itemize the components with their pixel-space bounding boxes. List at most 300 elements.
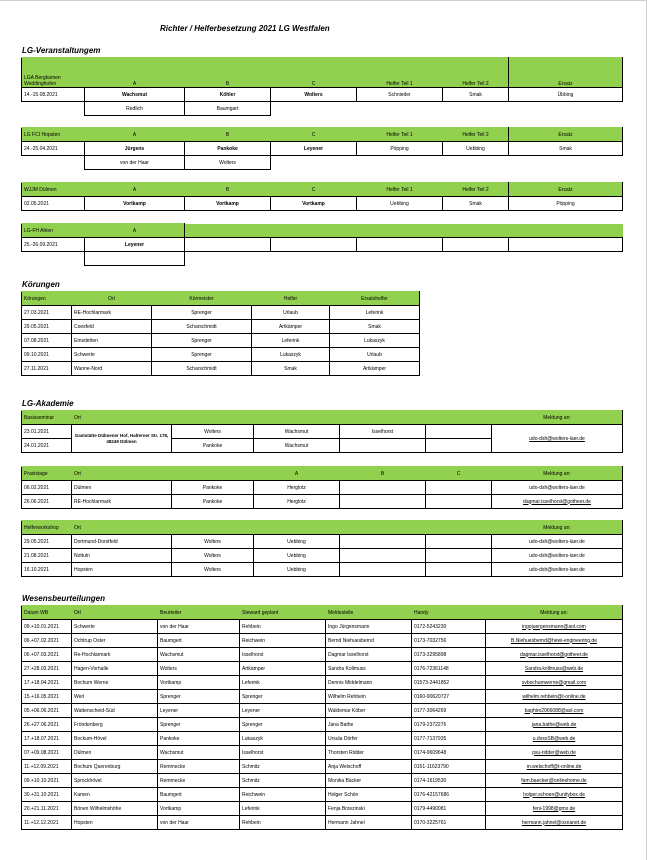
table-row <box>22 88 623 102</box>
heading-koerungen: Körungen <box>22 280 60 289</box>
header-cell: A <box>85 58 185 88</box>
header-cell <box>172 521 254 535</box>
cell-empty <box>426 549 492 563</box>
cell-registration: Dennis Middelmann <box>326 676 412 690</box>
cell-date: 06.02.2021 <box>22 481 72 495</box>
table-row <box>22 648 623 662</box>
cell-koermeister: Sprenger <box>152 306 252 320</box>
cell-date: 09.+10.10.2021 <box>22 774 72 788</box>
cell-location: Schwerte <box>72 348 152 362</box>
cell-phone: 0172-5243230 <box>412 620 486 634</box>
cell-empty <box>271 252 357 266</box>
header-cell: Meldung an: <box>492 411 623 425</box>
cell-registration: Hermann Jahnel <box>326 816 412 830</box>
table-row <box>22 620 623 634</box>
cell-location: Hopsten <box>72 563 172 577</box>
contact-email-link[interactable]: B.Niehuesbernd@hewi-engineering.de <box>486 634 623 648</box>
header-cell: A <box>85 128 185 142</box>
cell-phone: 0174-1619530 <box>412 774 486 788</box>
cell-date: 29.05.2021 <box>22 535 72 549</box>
table-header <box>22 467 623 481</box>
header-cell <box>172 467 254 481</box>
contact-email-link[interactable]: m.welschoff@t-online.de <box>486 760 623 774</box>
cell-date: 25.-26.09.2021 <box>22 238 85 252</box>
cell-location: Werl <box>72 690 158 704</box>
cell-judge-a: Leyener <box>85 238 185 252</box>
cell-registration: Ingo Jürgensmann <box>326 620 412 634</box>
header-cell: LG-FH Ahlen <box>22 224 85 238</box>
table-row <box>22 156 623 170</box>
cell-date: 21.08.2021 <box>22 549 72 563</box>
cell-phone: 0151-11623790 <box>412 760 486 774</box>
table-row <box>22 495 623 509</box>
header-cell: C <box>426 467 492 481</box>
header-cell: B <box>185 58 271 88</box>
cell-helper: Artkämper <box>252 320 330 334</box>
page-edge-top <box>0 0 647 1</box>
cell-date: 27.03.2021 <box>22 306 72 320</box>
cell-steward: Reichwein <box>240 634 326 648</box>
cell-registration: Wilhelm Rehbein <box>326 690 412 704</box>
cell-substitute: Artkämper <box>330 362 420 376</box>
cell-location: Nottuln <box>72 549 172 563</box>
contact-email-link[interactable]: u.dossSB@web.de <box>486 732 623 746</box>
cell-helper: Leferink <box>252 334 330 348</box>
cell-registration: Ursula Dörfer <box>326 732 412 746</box>
header-cell: C <box>271 128 357 142</box>
cell-judge: Vortkamp <box>158 802 240 816</box>
header-cell <box>340 521 426 535</box>
cell-lead: Pankoke <box>172 439 254 453</box>
cell-a: Wachsmut <box>254 425 340 439</box>
header-cell: Ort <box>72 606 158 620</box>
cell-location: Fröndenberg <box>72 718 158 732</box>
cell-steward: Leferink <box>240 676 326 690</box>
cell-c <box>426 481 492 495</box>
contact-email-link[interactable]: udo-dsh@wolters-laer.de <box>492 549 623 563</box>
cell-judge: Wachsmut <box>158 746 240 760</box>
cell-phone: 01573-2441852 <box>412 676 486 690</box>
cell-judge-a: Redlich <box>85 102 185 116</box>
cell-location: RE-Hochlarmark <box>72 306 152 320</box>
table-wjjm <box>21 182 623 211</box>
cell-substitute: Lukaszyk <box>330 334 420 348</box>
cell-date: 15.+16.05.2021 <box>22 690 72 704</box>
heading-akademie: LG-Akademie <box>22 399 74 408</box>
header-cell: Ort <box>72 521 172 535</box>
table-row <box>22 788 623 802</box>
header-cell: Ersatzhelfer <box>330 292 420 306</box>
header-cell: Helfer Teil 2 <box>443 128 509 142</box>
cell-location: Bönen Wilhelmshöhe <box>72 802 158 816</box>
document-title: Richter / Helferbesetzung 2021 LG Westfalen <box>160 24 330 33</box>
cell-empty <box>22 102 85 116</box>
contact-email-link[interactable]: udo-dsh@wolters-laer.de <box>492 563 623 577</box>
table-row <box>22 142 623 156</box>
header-cell: Basisseminar <box>22 411 72 425</box>
header-cell: Helfer Teil 2 <box>443 183 509 197</box>
cell-empty <box>185 238 271 252</box>
cell-phone: 0176-72361148 <box>412 662 486 676</box>
cell-empty <box>271 156 357 170</box>
table-row <box>22 549 623 563</box>
cell-empty <box>340 549 426 563</box>
cell-empty <box>22 252 85 266</box>
table-basisseminar <box>21 410 623 453</box>
table-bergkamen <box>21 57 623 116</box>
cell-location: Ochtrup Oster <box>72 634 158 648</box>
heading-veranstaltungen: LG-Veranstaltungem <box>22 46 101 55</box>
cell-c <box>426 425 492 439</box>
cell-koermeister: Scharschmidt <box>152 362 252 376</box>
cell-registration: Fenja Brzezinski <box>326 802 412 816</box>
cell-koermeister: Sprenger <box>152 334 252 348</box>
table-row <box>22 746 623 760</box>
cell-phone: 0174-9609648 <box>412 746 486 760</box>
header-cell: Ort <box>72 467 172 481</box>
table-header <box>22 224 623 238</box>
contact-email-link[interactable]: udo-dsh@wolters-laer.de <box>492 425 623 453</box>
table-header <box>22 411 623 425</box>
cell-c <box>426 439 492 453</box>
cell-phone: 0179-4490081 <box>412 802 486 816</box>
header-cell: Helfer Teil 1 <box>357 128 443 142</box>
cell-empty <box>509 224 623 238</box>
header-cell: Helferworkshop <box>22 521 72 535</box>
table-row <box>22 662 623 676</box>
header-cell: Meldung an: <box>492 521 623 535</box>
cell-c <box>426 495 492 509</box>
header-cell: Körmeister <box>152 292 252 306</box>
cell-location: Kamen <box>72 788 158 802</box>
cell-date: 14.-15.08.2021 <box>22 88 85 102</box>
cell-judge-a: von der Haar <box>85 156 185 170</box>
cell-date: 27.11.2021 <box>22 362 72 376</box>
cell-location: RE-Hochlarmark <box>72 495 172 509</box>
cell-a: Herglotz <box>254 481 340 495</box>
cell-location: Coesfeld <box>72 320 152 334</box>
cell-helper-2: Smak <box>443 88 509 102</box>
header-cell: Steward geplant <box>240 606 326 620</box>
cell-judge: von der Haar <box>158 620 240 634</box>
cell-registration: Waldemar Köber <box>326 704 412 718</box>
cell-registration: Anja Welschoff <box>326 760 412 774</box>
header-cell: Ersatz <box>509 128 623 142</box>
cell-substitute: Übbing <box>509 88 623 102</box>
cell-judge-b: Pankoke <box>185 142 271 156</box>
contact-email-link[interactable]: wilhelm.rehbein@t-online.de <box>486 690 623 704</box>
cell-phone: 0177-7137935 <box>412 732 486 746</box>
cell-empty <box>509 238 623 252</box>
contact-email-link[interactable]: ingojuergensmann@aol.com <box>486 620 623 634</box>
cell-date: 16.10.2021 <box>22 563 72 577</box>
cell-substitute: Urlaub <box>330 348 420 362</box>
header-cell: Meldung an: <box>486 606 623 620</box>
cell-empty <box>271 224 357 238</box>
cell-judge: Wolters <box>158 662 240 676</box>
header-cell <box>426 521 492 535</box>
header-cell: Meldung an: <box>492 467 623 481</box>
cell-date: 05.+06.06.2021 <box>22 704 72 718</box>
table-fh-ahlen <box>21 223 623 266</box>
table-row <box>22 774 623 788</box>
cell-helper-2: Uebbing <box>443 142 509 156</box>
cell-date: 11.+12.09.2021 <box>22 760 72 774</box>
header-cell: A <box>85 224 185 238</box>
cell-judge: Vortkamp <box>158 676 240 690</box>
cell-substitute: Leferink <box>330 306 420 320</box>
cell-registration: Bernd Niehuesbernd <box>326 634 412 648</box>
cell-steward: Rehbein <box>240 620 326 634</box>
cell-steward: Schmitz <box>240 760 326 774</box>
cell-koermeister: Sprenger <box>152 348 252 362</box>
cell-empty <box>357 252 443 266</box>
cell-empty <box>357 156 443 170</box>
cell-date: 24.-25.04.2021 <box>22 142 85 156</box>
header-cell: C <box>271 58 357 88</box>
cell-lead: Wolters <box>172 549 254 563</box>
table-header <box>22 58 623 88</box>
cell-location: Sprockhövel <box>72 774 158 788</box>
cell-location: Bochum Querenburg <box>72 760 158 774</box>
cell-date: 27.+28.03.2021 <box>22 662 72 676</box>
table-praxistage <box>21 466 623 509</box>
cell-empty <box>509 102 623 116</box>
cell-substitute: Smak <box>330 320 420 334</box>
table-row <box>22 362 420 376</box>
header-cell: Helfer Teil 1 <box>357 58 443 88</box>
contact-email-link[interactable]: udo-dsh@wolters-laer.de <box>492 535 623 549</box>
cell-location: Re-Hochlarmark <box>72 648 158 662</box>
cell-lead: Pankoke <box>172 481 254 495</box>
cell-registration: Monika Bäcker <box>326 774 412 788</box>
cell-empty <box>22 156 85 170</box>
cell-judge: Leyener <box>158 704 240 718</box>
cell-judge: Sprenger <box>158 718 240 732</box>
contact-email-link[interactable]: dagmar.isselhorst@gotheer.de <box>486 648 623 662</box>
contact-email-link[interactable]: jana.bathe@web.de <box>486 718 623 732</box>
cell-judge: Wachsmut <box>158 648 240 662</box>
cell-steward: Leferink <box>240 802 326 816</box>
cell-steward: Artkämper <box>240 662 326 676</box>
table-row <box>22 306 420 320</box>
table-row <box>22 425 623 439</box>
header-cell: A <box>254 467 340 481</box>
table-row <box>22 563 623 577</box>
cell-empty <box>340 563 426 577</box>
cell-date: 23.01.2021 <box>22 425 72 439</box>
table-row <box>22 802 623 816</box>
cell-lead: Wolters <box>172 563 254 577</box>
table-header <box>22 521 623 535</box>
cell-judge-b: Baumgart <box>185 102 271 116</box>
cell-steward: Schmitz <box>240 774 326 788</box>
cell-judge: Baumgert <box>158 788 240 802</box>
cell-date: 24.01.2021 <box>22 439 72 453</box>
cell-judge: Sprenger <box>158 690 240 704</box>
cell-steward: Isselhorst <box>240 648 326 662</box>
contact-email-link[interactable]: Sandra.kollmuss@web.de <box>486 662 623 676</box>
cell-helper-2: Smak <box>443 197 509 211</box>
header-cell: C <box>271 183 357 197</box>
contact-email-link[interactable]: hermann.jahnel@osnanet.de <box>486 816 623 830</box>
cell-steward: Leyener <box>240 704 326 718</box>
cell-substitute: Pöpping <box>509 197 623 211</box>
header-cell: Handy <box>412 606 486 620</box>
table-row <box>22 634 623 648</box>
cell-empty <box>185 224 271 238</box>
cell-judge: Baumgert <box>158 634 240 648</box>
cell-date: 09.10.2021 <box>22 348 72 362</box>
cell-lead: Wolters <box>172 535 254 549</box>
contact-email-link[interactable]: udo-dsh@wolters-laer.de <box>492 481 623 495</box>
cell-judge: Remmecke <box>158 760 240 774</box>
header-cell <box>340 411 426 425</box>
header-cell: Meldestelle <box>326 606 412 620</box>
cell-date: 26.+27.06.2021 <box>22 718 72 732</box>
table-wesensbeurteilungen <box>21 605 623 830</box>
cell-helper: Uebbing <box>254 563 340 577</box>
table-header <box>22 128 623 142</box>
contact-email-link[interactable]: psu-ridder@web.de <box>486 746 623 760</box>
contact-email-link[interactable]: feni-1998@gmx.de <box>486 802 623 816</box>
header-cell: B <box>340 467 426 481</box>
header-cell: Praxistage <box>22 467 72 481</box>
cell-helper: Lukaszyk <box>252 348 330 362</box>
table-row <box>22 252 623 266</box>
table-row <box>22 718 623 732</box>
header-cell <box>172 411 254 425</box>
cell-registration: Dagmar Isselhorst <box>326 648 412 662</box>
cell-location: Wanne-Nord <box>72 362 152 376</box>
cell-phone: 0179-2372276 <box>412 718 486 732</box>
table-row <box>22 732 623 746</box>
cell-koermeister: Scharschmidt <box>152 320 252 334</box>
cell-date: 09.+10.01.2021 <box>22 620 72 634</box>
header-cell: B <box>185 183 271 197</box>
cell-registration: Holger Schön <box>326 788 412 802</box>
cell-judge-c: Wolters <box>271 88 357 102</box>
header-cell: LGA Bergkamen Weddinghofen <box>22 58 85 88</box>
contact-email-link[interactable]: fam.baecker@onlinehome.de <box>486 774 623 788</box>
cell-date: 20.+21.11.2021 <box>22 802 72 816</box>
cell-location: Dortmund-Dorstfeld <box>72 535 172 549</box>
cell-date: 17.+18.07.2021 <box>22 732 72 746</box>
cell-steward: Isselhorst <box>240 746 326 760</box>
cell-location: Bochum Werne <box>72 676 158 690</box>
header-cell: Helfer Teil 1 <box>357 183 443 197</box>
contact-email-link[interactable]: svbochumwerne@gmail.com <box>486 676 623 690</box>
cell-judge: Remmecke <box>158 774 240 788</box>
cell-empty <box>357 238 443 252</box>
table-row <box>22 334 420 348</box>
cell-date: 02.05.2021 <box>22 197 85 211</box>
table-header <box>22 606 623 620</box>
header-cell: Helfer <box>252 292 330 306</box>
cell-judge: von der Haar <box>158 816 240 830</box>
table-koerungen <box>21 291 420 376</box>
cell-phone: 0173-7032756 <box>412 634 486 648</box>
cell-empty <box>443 252 509 266</box>
cell-location: Dülmen <box>72 746 158 760</box>
cell-empty <box>271 238 357 252</box>
cell-empty <box>443 224 509 238</box>
table-helferworkshop <box>21 520 623 577</box>
header-cell <box>426 411 492 425</box>
cell-lead: Wolters <box>172 425 254 439</box>
cell-helper: Smak <box>252 362 330 376</box>
cell-judge-a: Wachsmut <box>85 88 185 102</box>
table-row <box>22 690 623 704</box>
table-row <box>22 704 623 718</box>
cell-phone: 0173-3295898 <box>412 648 486 662</box>
header-cell: Ort <box>72 411 172 425</box>
table-row <box>22 197 623 211</box>
table-row <box>22 102 623 116</box>
cell-location: Schwerte <box>72 620 158 634</box>
header-cell <box>254 521 340 535</box>
cell-date: 06.+07.03.2021 <box>22 648 72 662</box>
header-cell: WJJM Dülmen <box>22 183 85 197</box>
cell-registration: Sandra Kollmuss <box>326 662 412 676</box>
cell-empty <box>271 102 357 116</box>
heading-wesensbeurteilungen: Wesensbeurteilungen <box>22 594 105 603</box>
header-cell: Beurteiler <box>158 606 240 620</box>
contact-email-link[interactable]: baghiro2066088@aol.com <box>486 704 623 718</box>
contact-email-link[interactable]: holger.schoen@unitybox.de <box>486 788 623 802</box>
cell-helper-1: Uebbing <box>357 197 443 211</box>
cell-location: Gaststätte Dülmener Hof, Halterner Str. 178, 48249 Dülmen <box>72 425 172 453</box>
cell-judge-c: Leyener <box>271 142 357 156</box>
cell-empty <box>340 535 426 549</box>
cell-registration: Thorsten Ridder <box>326 746 412 760</box>
cell-location: Bockum-Hövel <box>72 732 158 746</box>
header-cell: Datum WB <box>22 606 72 620</box>
cell-steward: Sprenger <box>240 690 326 704</box>
table-row <box>22 238 623 252</box>
cell-judge-a: Vortkamp <box>85 197 185 211</box>
cell-empty <box>185 252 271 266</box>
cell-steward: Lukaszyk <box>240 732 326 746</box>
cell-judge-b: Wolters <box>185 156 271 170</box>
cell-helper: Uebbing <box>254 549 340 563</box>
cell-date: 07.08.2021 <box>22 334 72 348</box>
cell-empty <box>509 252 623 266</box>
cell-location: Dülmen <box>72 481 172 495</box>
cell-substitute: Smak <box>509 142 623 156</box>
contact-email-link[interactable]: dagmar.isselhorst@gotheer.de <box>492 495 623 509</box>
cell-date: 06.+07.02.2021 <box>22 634 72 648</box>
cell-b <box>340 495 426 509</box>
header-cell: A <box>85 183 185 197</box>
cell-registration: Jana Bathe <box>326 718 412 732</box>
cell-phone: 0177-3064269 <box>412 704 486 718</box>
header-cell: Ersatz <box>509 183 623 197</box>
cell-b <box>340 481 426 495</box>
table-row <box>22 348 420 362</box>
cell-a: Herglotz <box>254 495 340 509</box>
cell-steward: Reichwein <box>240 788 326 802</box>
cell-b: Isselhorst <box>340 425 426 439</box>
table-fci-hopsten <box>21 127 623 170</box>
header-cell: Ort <box>72 292 152 306</box>
cell-date: 17.+18.04.2021 <box>22 676 72 690</box>
table-row <box>22 676 623 690</box>
cell-empty <box>509 156 623 170</box>
cell-location: Emsdetten <box>72 334 152 348</box>
cell-empty <box>426 563 492 577</box>
cell-helper: Uebbing <box>254 535 340 549</box>
